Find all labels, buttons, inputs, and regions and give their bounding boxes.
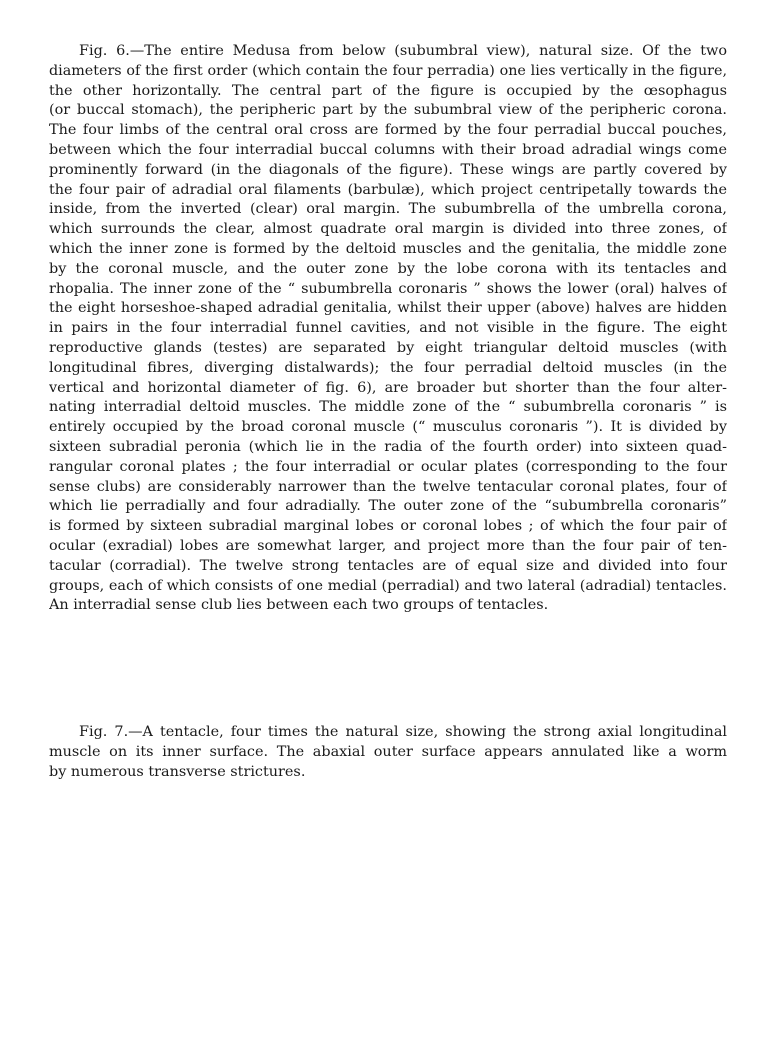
- text-line: (or buccal stomach), the peripheric part by the subumbral view of the peripheric corona.: [49, 102, 727, 119]
- text-line: which the inner zone is formed by the deltoid muscles and the genitalia, the middle zone: [49, 240, 727, 257]
- text-line: muscle on its inner surface. The abaxial outer surface appears annulated like a worm: [49, 743, 727, 760]
- text-line: inside, from the inverted (clear) oral margin. The subumbrella of the umbrella corona,: [49, 201, 727, 218]
- text-line: by the coronal muscle, and the outer zone by the lobe corona with its tentacles and: [49, 260, 727, 277]
- text-line: by numerous transverse strictures.: [49, 763, 306, 780]
- text-line: entirely occupied by the broad coronal muscle (“ musculus coronaris ”). It is divided by: [49, 419, 727, 436]
- figure-7-caption: [49, 723, 727, 782]
- text-line: An interradial sense club lies between each two groups of tentacles.: [49, 597, 549, 614]
- text-line: between which the four interradial buccal columns with their broad adradial wings come: [49, 141, 727, 158]
- text-line: the four pair of adradial oral filaments (barbulæ), which project centripetally towards the: [49, 181, 727, 198]
- text-line: Fig. 7.—A tentacle, four times the natural size, showing the strong axial longitudinal: [79, 724, 727, 740]
- text-line: longitudinal fibres, diverging distalwards); the four perradial deltoid muscles (in the: [49, 359, 727, 376]
- text-line: which surrounds the clear, almost quadrate oral margin is divided into three zones, of: [49, 221, 727, 238]
- text-line: sixteen subradial peronia (which lie in the radia of the fourth order) into sixteen quad-: [49, 438, 727, 455]
- text-line: the eight horseshoe-shaped adradial genitalia, whilst their upper (above) halves are hidden: [49, 300, 727, 317]
- text-line: prominently forward (in the diagonals of the figure). These wings are partly covered by: [49, 161, 727, 178]
- text-line: diameters of the first order (which contain the four perradia) one lies vertically in the figure,: [49, 62, 727, 79]
- text-line: which lie perradially and four adradially. The outer zone of the “subumbrella coronaris”: [49, 498, 727, 515]
- text-line: rhopalia. The inner zone of the “ subumbrella coronaris ” shows the lower (oral) halves of: [49, 280, 727, 297]
- text-line: groups, each of which consists of one medial (perradial) and two lateral (adradial) tentacles.: [49, 577, 727, 594]
- text-line: nating interradial deltoid muscles. The middle zone of the “ subumbrella coronaris ” is: [49, 399, 727, 416]
- text-line: in pairs in the four interradial funnel cavities, and not visible in the figure. The eight: [49, 320, 727, 337]
- text-line: reproductive glands (testes) are separated by eight triangular deltoid muscles (with: [49, 339, 727, 356]
- text-line: Fig. 6.—The entire Medusa from below (subumbral view), natural size. Of the two: [79, 43, 727, 59]
- text-line: the other horizontally. The central part of the figure is occupied by the œsophagus: [49, 82, 727, 99]
- text-line: The four limbs of the central oral cross are formed by the four perradial buccal pouches,: [49, 122, 727, 139]
- text-line: rangular coronal plates ; the four interradial or ocular plates (corresponding to the four: [49, 458, 727, 475]
- text-line: is formed by sixteen subradial marginal lobes or coronal lobes ; of which the four pair of: [49, 518, 727, 535]
- figure-6-caption: [49, 42, 727, 616]
- text-line: sense clubs) are considerably narrower than the twelve tentacular coronal plates, four of: [49, 478, 727, 495]
- text-line: tacular (corradial). The twelve strong tentacles are of equal size and divided into four: [49, 557, 727, 574]
- text-line: ocular (exradial) lobes are somewhat larger, and project more than the four pair of ten-: [49, 537, 727, 554]
- text-line: vertical and horizontal diameter of fig. 6), are broader but shorter than the four alter-: [49, 379, 727, 396]
